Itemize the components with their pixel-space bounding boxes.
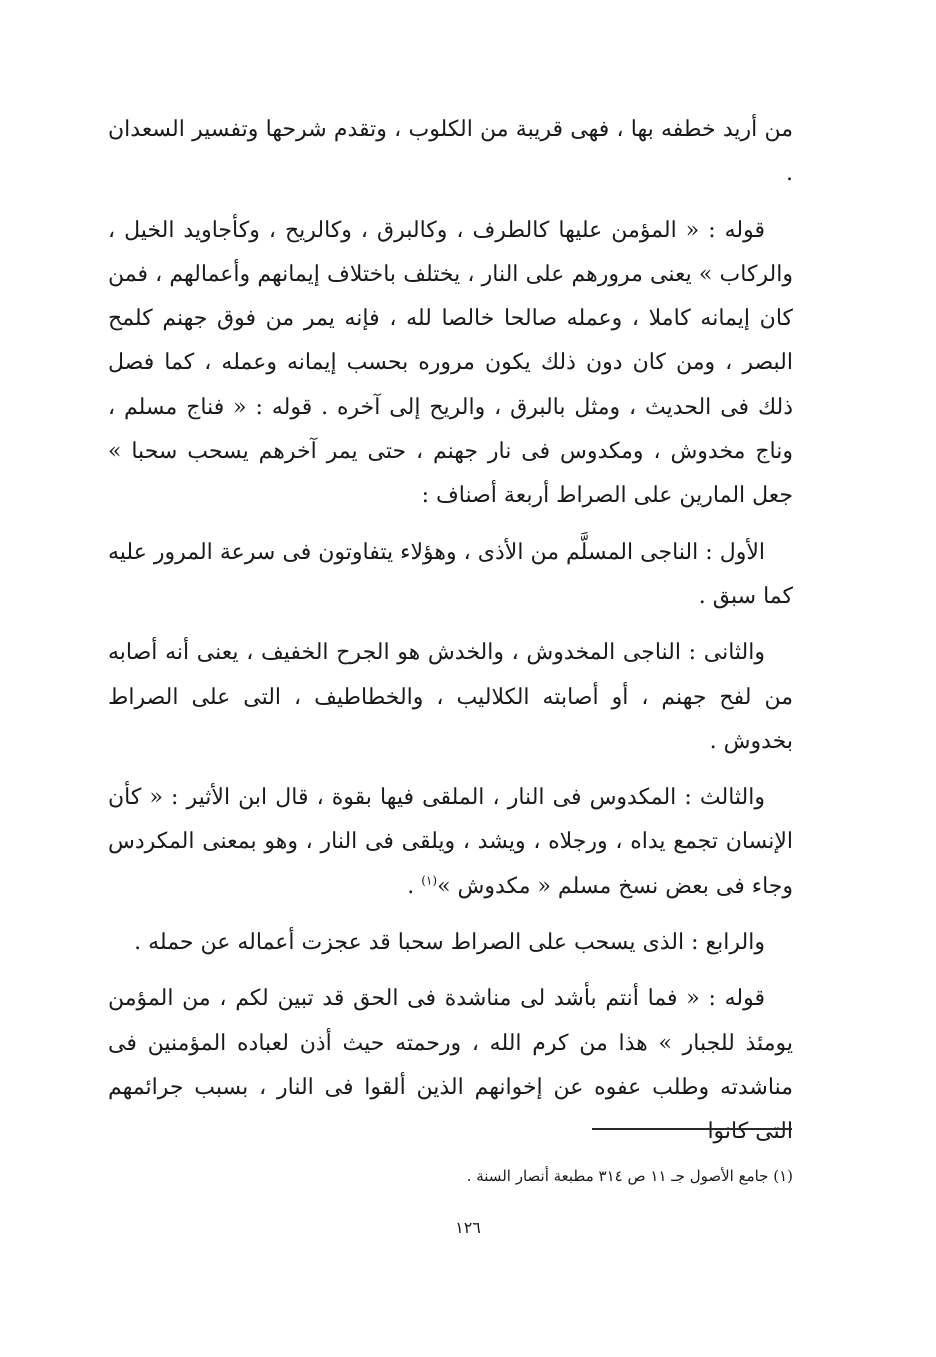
paragraph-2: قوله : « المؤمن عليها كالطرف ، وكالبرق ، وكالريح ، وكأجاويد الخيل ، والركاب » يعنى مرورهم على النار ، يختلف باختلاف إيمانهم وأعمالهم ، فمن كان إيمانه كاملا ، وعمله صالحا خالصا لله ، فإنه يمر من فوق جهنم كلمح البصر ، ومن كان دون ذلك يكون مروره بحسب إيمانه وعمله ، كما فصل ذلك فى الحديث ، ومثل بالبرق ، والريح إلى آخره . قوله : « فناج مسلم ، وناج مخدوش ، ومكدوس فى نار جهنم ، حتى يمر آخرهم يسحب سحبا » جعل المارين على الصراط أربعة أصناف : xyxy=(108,217,793,509)
footnote-reference: (١) xyxy=(421,873,438,888)
page-number: ١٢٦ xyxy=(455,1218,481,1237)
paragraph-4: والثانى : الناجى المخدوش ، والخدش هو الجرح الخفيف ، يعنى أنه أصابه من لفح جهنم ، أو أصابته الكلاليب ، والخطاطيف ، التى على الصراط بخدوش . xyxy=(108,640,793,754)
paragraph-5-text: والثالث : المكدوس فى النار ، الملقى فيها بقوة ، قال ابن الأثير : « كأن الإنسان تجمع يداه ، ورجلاه ، ويشد ، ويلقى فى النار ، وهو بمعنى المكردس وجاء فى بعض نسخ مسلم « مكدوش » xyxy=(108,785,793,899)
paragraph-5 xyxy=(108,776,793,909)
paragraph-5-end: . xyxy=(407,873,422,899)
paragraph-6: والرابع : الذى يسحب على الصراط سحبا قد عجزت أعماله عن حمله . xyxy=(134,930,765,956)
paragraph-7: قوله : « فما أنتم بأشد لى مناشدة فى الحق قد تبين لكم ، من المؤمن يومئذ للجبار » هذا من كرم الله ، ورحمته حيث أذن لعباده المؤمنين فى مناشدته وطلب عفوه عن إخوانهم الذين ألقوا فى النار ، بسبب جرائمهم التى كانوا xyxy=(108,986,793,1145)
footnote: (١) جامع الأصول جـ ١١ ص ٣١٤ مطبعة أنصار السنة . xyxy=(466,1167,793,1185)
footnote-divider xyxy=(592,1128,792,1130)
paragraph-1: من أريد خطفه بها ، فهى قريبة من الكلوب ، وتقدم شرحها وتفسير السعدان . xyxy=(108,117,793,187)
paragraph-3: الأول : الناجى المسلَّم من الأذى ، وهؤلاء يتفاوتون فى سرعة المرور عليه كما سبق . xyxy=(108,539,793,609)
main-text xyxy=(108,108,793,1167)
